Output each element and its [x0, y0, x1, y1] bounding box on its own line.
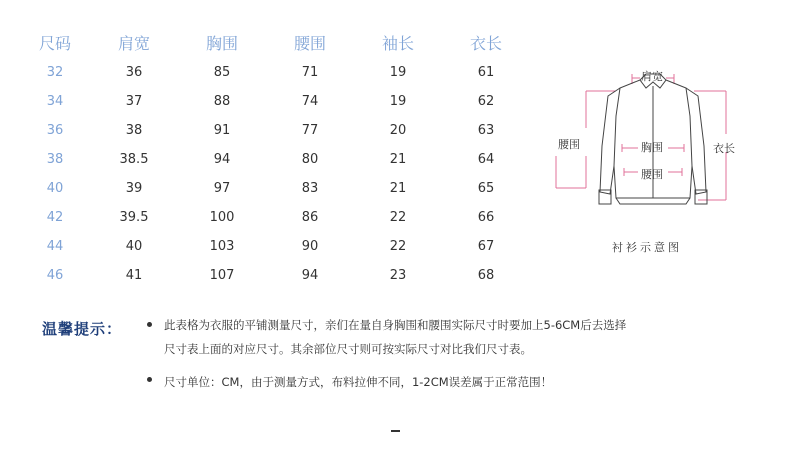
table-cell: 21 — [389, 152, 407, 167]
table-cell: 91 — [213, 123, 231, 138]
table-header — [20, 30, 540, 58]
tip-line-3: 尺寸单位：CM，由于测量方式，布料拉伸不同，1-2CM误差属于正常范围！ — [164, 375, 553, 389]
table-cell: 65 — [477, 181, 495, 196]
table-cell: 38.5 — [119, 152, 149, 167]
header-waist: 腰围 — [293, 34, 326, 53]
table-cell: 39 — [125, 181, 143, 196]
table-row — [20, 116, 540, 145]
table-cell: 19 — [389, 65, 407, 80]
header-size: 尺码 — [38, 34, 71, 53]
table-cell: 85 — [213, 65, 231, 80]
table-cell: 83 — [301, 181, 319, 196]
table-cell: 103 — [209, 239, 235, 254]
header-shoulder: 肩宽 — [117, 34, 150, 53]
table-cell: 77 — [301, 123, 319, 138]
table-row — [20, 261, 540, 290]
table-cell: 61 — [477, 65, 495, 80]
shirt-illustration — [548, 56, 748, 261]
table-cell: 20 — [389, 123, 407, 138]
waist-side-label: 腰围 — [558, 138, 580, 151]
table-cell: 67 — [477, 239, 495, 254]
bullet-icon — [147, 322, 152, 327]
table-row — [20, 87, 540, 116]
table-row — [20, 174, 540, 203]
table-row — [20, 203, 540, 232]
shirt-diagram — [548, 56, 748, 261]
table-cell: 41 — [125, 268, 143, 283]
table-cell: 107 — [209, 268, 235, 283]
table-cell: 32 — [46, 65, 64, 80]
table-cell: 40 — [46, 181, 64, 196]
table-cell: 34 — [46, 94, 64, 109]
table-cell: 36 — [125, 65, 143, 80]
table-cell: 74 — [301, 94, 319, 109]
tip-line-2: 尺寸表上面的对应尺寸。其余部位尺寸则可按实际尺寸对比我们尺寸表。 — [164, 342, 532, 356]
table-cell: 80 — [301, 152, 319, 167]
header-chest: 胸围 — [205, 34, 238, 53]
table-cell: 62 — [477, 94, 495, 109]
size-table — [20, 30, 540, 290]
table-cell: 39.5 — [119, 210, 149, 225]
table-cell: 97 — [213, 181, 231, 196]
table-cell: 86 — [301, 210, 319, 225]
table-cell: 44 — [46, 239, 64, 254]
table-cell: 63 — [477, 123, 495, 138]
table-cell: 38 — [125, 123, 143, 138]
table-cell: 36 — [46, 123, 64, 138]
table-cell: 46 — [46, 268, 64, 283]
bullet-icon — [147, 377, 152, 382]
table-cell: 68 — [477, 268, 495, 283]
table-row — [20, 58, 540, 87]
table-cell: 71 — [301, 65, 319, 80]
table-cell: 22 — [389, 239, 407, 254]
diagram-caption: 衬衫示意图 — [612, 241, 682, 254]
table-cell: 42 — [46, 210, 64, 225]
table-row — [20, 232, 540, 261]
table-row — [20, 145, 540, 174]
length-label: 衣长 — [713, 142, 735, 155]
table-cell: 100 — [209, 210, 235, 225]
table-cell: 94 — [213, 152, 231, 167]
table-cell: 94 — [301, 268, 319, 283]
waist-label: 腰围 — [641, 168, 663, 181]
tip-line-1: 此表格为衣服的平铺测量尺寸，亲们在量自身胸围和腰围实际尺寸时要加上5-6CM后去选择 — [164, 318, 627, 332]
table-cell: 38 — [46, 152, 64, 167]
table-cell: 90 — [301, 239, 319, 254]
table-cell: 37 — [125, 94, 143, 109]
table-body — [20, 58, 540, 290]
divider-mark — [391, 430, 400, 432]
table-cell: 66 — [477, 210, 495, 225]
tips-title: 温馨提示： — [42, 320, 123, 338]
table-cell: 19 — [389, 94, 407, 109]
table-cell: 23 — [389, 268, 407, 283]
table-cell: 22 — [389, 210, 407, 225]
header-length: 衣长 — [469, 34, 502, 53]
table-cell: 88 — [213, 94, 231, 109]
shoulder-label: 肩宽 — [641, 70, 663, 83]
table-cell: 40 — [125, 239, 143, 254]
header-sleeve: 袖长 — [381, 34, 414, 53]
table-cell: 21 — [389, 181, 407, 196]
chest-label: 胸围 — [641, 141, 663, 154]
table-cell: 64 — [477, 152, 495, 167]
